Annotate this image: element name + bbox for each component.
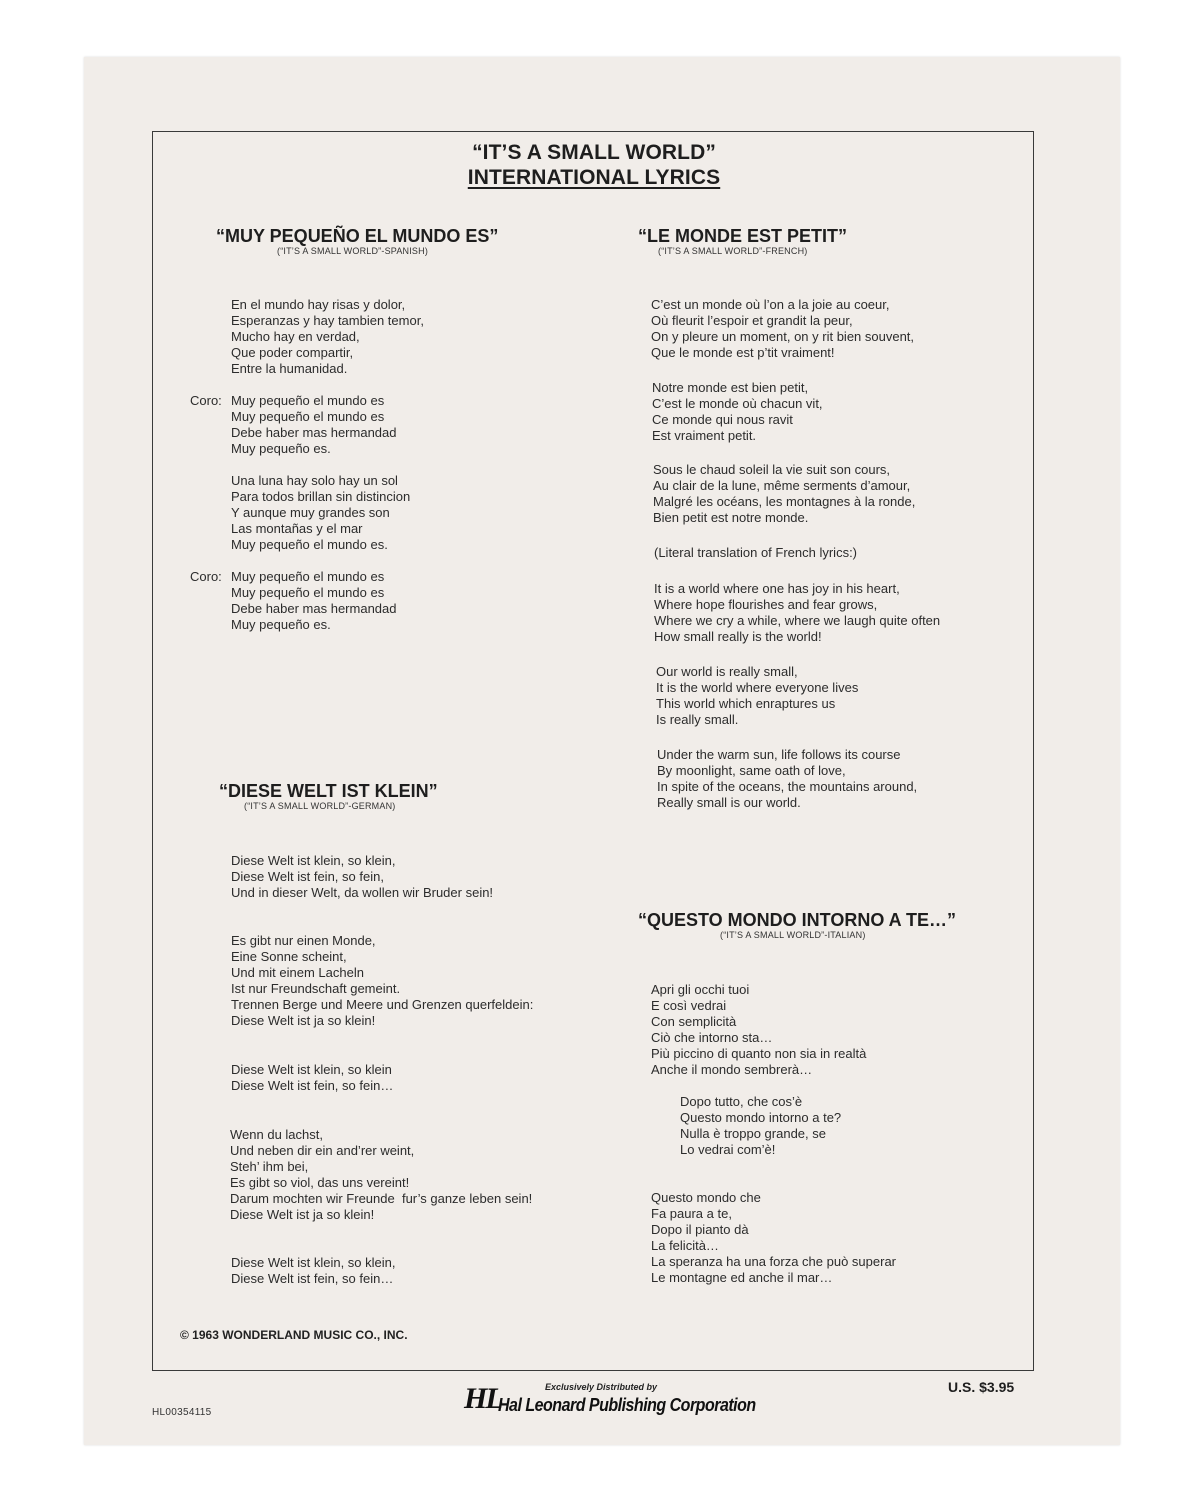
french-translation-3: Under the warm sun, life follows its course By moonlight, same oath of love, In spite of the oceans, the mountains around, Really small is our world. [657,747,918,810]
page-title [152,140,1036,190]
french-translation-1: It is a world where one has joy in his heart, Where hope flourishes and fear grows, Where we cry a while, where we laugh quite often How small really is the world! [654,581,941,644]
german-verse-4: Wenn du lachst, Und neben dir ein and’rer weint, Steh’ ihm bei, Es gibt so viol, das uns vereint! Darum mochten wir Freunde fur’s ganze leben sein! Diese Welt ist ja so klein! [230,1127,533,1222]
spanish-verse-1: En el mundo hay risas y dolor, Esperanzas y hay tambien temor, Mucho hay en verdad, Que poder compartir, Entre la humanidad. [231,297,424,376]
german-verse-3: Diese Welt ist klein, so klein Diese Welt ist fein, so fein… [231,1062,394,1093]
catalog-code: HL00354115 [152,1407,212,1418]
spanish-coro-label-1: Coro: [190,393,222,408]
spanish-chorus-1: Muy pequeño el mundo es Muy pequeño el mundo es Debe haber mas hermandad Muy pequeño es. [231,393,397,456]
spanish-coro-label-2: Coro: [190,569,222,584]
french-title: “LE MONDE EST PETIT” [638,226,848,246]
publisher-name: Hal Leonard Publishing Corporation [498,1396,756,1416]
italian-title: “QUESTO MONDO INTORNO A TE…” [638,910,957,930]
german-verse-2: Es gibt nur einen Monde, Eine Sonne scheint, Und mit einem Lacheln Ist nur Freundschaft gemeint. Trennen Berge und Meere und Grenzen querfeldein: Diese Welt ist ja so klein! [231,933,534,1028]
italian-chorus: Dopo tutto, che cos’è Questo mondo intorno a te? Nulla è troppo grande, se Lo vedrai com’è! [680,1094,842,1157]
french-verse-1: C’est un monde où l’on a la joie au coeur, Où fleurit l’espoir et grandit la peur, On y pleure un moment, on y rit bien souvent, Que le monde est p’tit vraiment! [651,297,915,360]
distributed-by-text: Exclusively Distributed by [545,1382,658,1392]
spanish-chorus-2: Muy pequeño el mundo es Muy pequeño el mundo es Debe haber mas hermandad Muy pequeño es. [231,569,397,632]
german-title: “DIESE WELT IST KLEIN” [219,781,438,801]
publisher-logo [464,1379,756,1419]
spanish-title: “MUY PEQUEÑO EL MUNDO ES” [216,226,499,246]
german-subtitle: (“IT’S A SMALL WORLD”-GERMAN) [244,801,396,811]
french-verse-3: Sous le chaud soleil la vie suit son cours, Au clair de la lune, même serments d’amour, Malgré les océans, les montagnes à la ronde, Bien petit est notre monde. [653,462,916,525]
italian-subtitle: (“IT’S A SMALL WORLD”-ITALIAN) [720,930,866,940]
spanish-subtitle: (“IT’S A SMALL WORLD”-SPANISH) [277,246,429,256]
italian-verse-2: Questo mondo che Fa paura a te, Dopo il pianto dà La felicità… La speranza ha una forza che può superar Le montagne ed anche il mar… [651,1190,897,1285]
german-verse-5: Diese Welt ist klein, so klein, Diese Welt ist fein, so fein… [231,1255,396,1286]
title-line-2: INTERNATIONAL LYRICS [467,166,721,189]
french-verse-2: Notre monde est bien petit, C’est le monde où chacun vit, Ce monde qui nous ravit Est vraiment petit. [652,380,823,443]
italian-verse-1: Apri gli occhi tuoi E così vedrai Con semplicità Ciò che intorno sta… Più piccino di quanto non sia in realtà Anche il mondo sembrerà… [651,982,867,1077]
spanish-verse-2: Una luna hay solo hay un sol Para todos brillan sin distincion Y aunque muy grandes son Las montañas y el mar Muy pequeño el mundo es. [231,473,411,552]
german-verse-1: Diese Welt ist klein, so klein, Diese Welt ist fein, so fein, Und in dieser Welt, da wollen wir Bruder sein! [231,853,494,900]
price-label: U.S. $3.95 [948,1379,1015,1395]
publisher-logo-mark: HL [464,1382,502,1415]
french-subtitle: (“IT’S A SMALL WORLD”-FRENCH) [658,246,808,256]
french-translation-2: Our world is really small, It is the world where everyone lives This world which enraptures us Is really small. [656,664,859,727]
copyright-notice: © 1963 WONDERLAND MUSIC CO., INC. [180,1328,408,1342]
french-translation-note: (Literal translation of French lyrics:) [654,545,858,560]
title-line-1: “IT’S A SMALL WORLD” [472,141,716,164]
